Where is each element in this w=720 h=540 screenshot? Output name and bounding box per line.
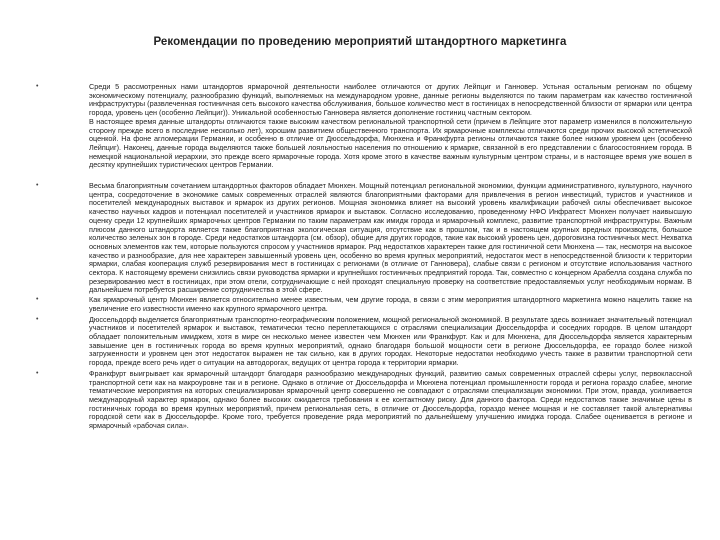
bullet-dot-icon: • [36, 83, 39, 90]
bullet-item-3 [36, 296, 692, 313]
bullet-dot-icon: • [36, 315, 39, 323]
bullet-1-paragraph-1: Среди 5 рассмотренных нами штандортов ярмарочной деятельности наиболее отличаются от других Лейпциг и Ганновер. Устьная остальным регионам по общему экономическому потенциалу, разнообразию функций, выполняемых на международном уровне, данные регионы выделяются по таким параметрам как качество гостиничной инфраструктуры (развлеченная гостиничная сеть высокого качества обслуживания, большое количество мест в гостиницах в непосредственной близости от ярмарки или центра города, уровень цен (особенно Лейпциг)). Уникальной особенностью Ганновера является дополнение гостиниц частным сектором. [89, 82, 692, 118]
bullet-item-2 [36, 182, 692, 295]
bullet-4-paragraph-1: Дюссельдорф выделяется благоприятным транспортно-географическим положением, мощной региональной экономикой. В результате здесь возникает значительный потенциал участников и посетителей ярмарок и выставок, тематически тесно переплетающихся с отраслями специализации Дюссельдорфа и соседних городов. В целом штандорт обладает положительным имиджем, хотя в мире он несколько менее известен чем Мюнхен или Франкфурт. Как и для Мюнхена, для Дюссельдорфа является характерным завышение цен в гостиничных города во время крупных мероприятий, однако благодаря большой мощности сети в регионе Дюссельдорфа, ее гораздо более низкой загруженности и уровнем цен этот недостаток выражен не так сильно, как в других городах. Некоторые недостатки необходимо учесть также в развитии транспортной сети города, прежде всего речь идет о ситуации на автодорогах, ведущих от центра города к территории ярмарки. [89, 314, 692, 368]
bullet-list [36, 83, 692, 431]
bullet-item-4 [36, 316, 692, 368]
bullet-dot-icon: • [36, 182, 39, 190]
bullet-dot-icon: • [36, 369, 39, 377]
bullet-1-paragraph-2: В настоящее время данные штандорты отличаются также высоким качеством региональной транспортной сети (причем в Лейпциге этот параметр изменился в положительную сторону прежде всего в последние несколько лет), хорошим развитием общественного транспорта. Их ярмарочные комплексы отличаются среди прочих высокой эстетической оценкой. На фоне агломерации Германии, и особенно в отличие от Дюссельдорфа, Мюнхена и Франкфурта регионы отличаются также более низким уровнем цен (особенно Лейпциг). Наконец, данные города выделяются также большей лояльностью населения по отношению к ярмарке, связанной в его представлении с благосостоянием города. В немецкой национальной иерархии, это прежде всего ярмарочные города. Хотя кроме этого в качестве важным культурным центром страны, и в настоящее время уже вошел в десятку крупнейших туристических центров Германии. [89, 116, 692, 170]
bullet-dot-icon: • [36, 296, 39, 304]
page-title: Рекомендации по проведению мероприятий штандортного маркетинга [153, 36, 567, 48]
bullet-5-paragraph-1: Франкфурт выигрывает как ярмарочный штандорт благодаря разнообразию международных функций, развитию самых современных отраслей сферы услуг, первоклассной транспортной сети как на макроуровне так и в регионе. Однако в отличие от Дюссельдорфа и Мюнхена потенциал промышленности города и региона гораздо слабее, многие тематические мероприятия на которых специализирован ярмарочный центр совершенно не совпадают с отраслями специализации экономики. При этом, правда, усиливается международный характер ярмарок, однако более высоких ожидается требования к ее контактному риску. Для данного фактора. Среди недостатков также значимые цены в гостиничных города во время крупных мероприятий, причем региональная сеть, в отличие от Дюссельдорфа, гораздо менее мощная и не составляет такой альтернативы городской сети как в Дюссельдорфе. Кроме того, требуется проведение ряда мероприятий по дальнейшему улучшению имиджа города. Слабее оценивается в регионе и ярмарочный «рабочая сила». [89, 368, 692, 431]
content-area [36, 83, 692, 431]
bullet-item-1 [36, 83, 692, 170]
bullet-2-paragraph-1: Весьма благоприятным сочетанием штандортных факторов обладает Мюнхен. Мощный потенциал региональной экономики, функции административного, культурного, научного центра, сосредоточение в экономике самых современных отраслей являются благоприятными факторами для привлечения в регион инвестиций, туристов и участников и посетителей международных выставок и ярмарок из других регионов. Мощная экономика влияет на высокий уровень квалификации рабочей силы обеспечивает высокое качество научных кадров и потенциал посетителей и участников ярмарок и выставок. Согласно исследованию, проведенному НФО Инфратест Мюнхен получает наивысшую оценку среди 12 крупнейших ярмарочных центров Германии по таким параметрам как имидж города и ярмарочный комплекс, развитие транспортной инфраструктуры. Важным плюсом данного штандорта является также благоприятная экологическая ситуация, отсутствие как в прошлом, так и в настоящем крупных вредных производств, большое количество зеленых зон в городе. Среди недостатков штандорта (см. обзор), общие для других городов, такие как высокий уровень цен, дороговизна гостиничных мест. Нехватка основных элементов как тем, которые пользуются спросом у участников ярмарок. Ряд недостатков характерен также для гостиничной сети Мюнхена — так, несмотря на высокое качество и разнообразие, для нее характерен завышенный уровень цен, особенно во время крупных мероприятий, недостаток мест в непосредственной близости к территории ярмарки, слабая кооперация служб резервирования мест в гостиницах с регионами (в отличие от Ганновера), слабые связи с регионом и отсутствие использования частного сектора. К настоящему времени снизились связи руководства ярмарки и крупнейших гостиничных предприятий города. Так, совместно с концерном Арабелла создана служба по резервированию мест в гостиницах, при этом отели, сотрудничающие с ней проходят специальную проверку на соответствие предоставляемых услуг необходимым нормам. В дальнейшем потребуется расширение сотрудничества в этой сфере. [89, 181, 692, 295]
bullet-3-paragraph-1: Как ярмарочный центр Мюнхен является относительно менее известным, чем другие города, в связи с этим мероприятия штандортного маркетинга можно нацелить также на увеличение его известности именно как крупного ярмарочного центра. [89, 295, 692, 313]
bullet-item-5 [36, 370, 692, 431]
